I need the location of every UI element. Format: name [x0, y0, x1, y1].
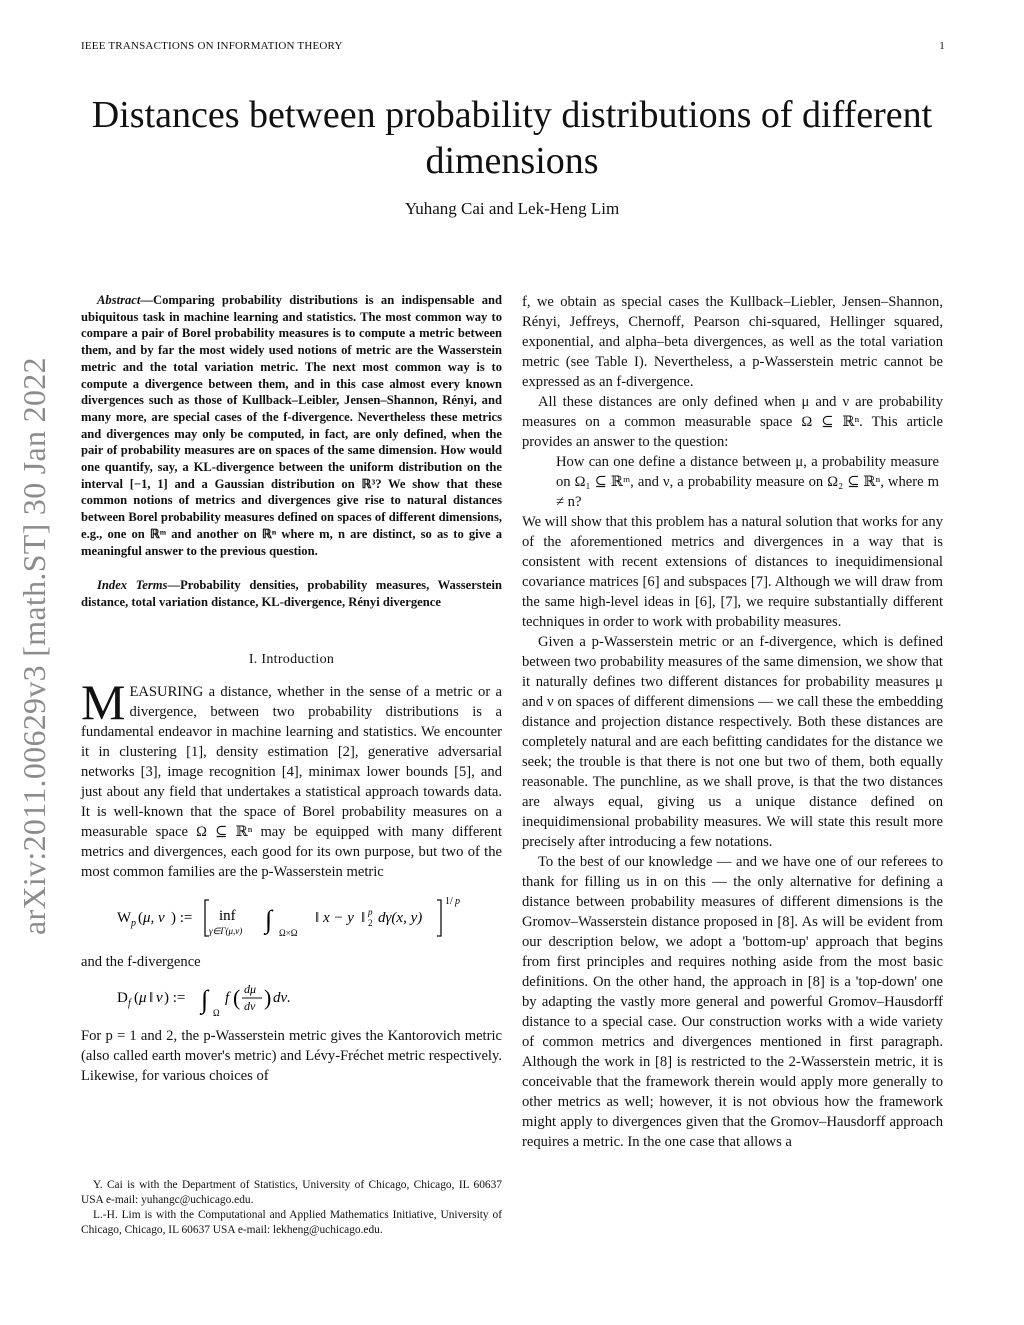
- section-heading: I. Introduction: [248, 651, 335, 667]
- svg-text:dμ: dμ: [244, 981, 257, 996]
- left-column: [81, 292, 502, 1086]
- right-column: [522, 292, 943, 1152]
- svg-text:ν: ν: [156, 989, 163, 1006]
- intro-paragraph-1-text: EASURING a distance, whether in the sense of a metric or a divergence, between two probability distributions is a fundamental endeavor in machine learning and statistics. We encounter it in clustering [1], density estimation [2], generative adversarial networks [3], image recognition [4], minimax lower bounds [5], and just about any field that undertakes a statistical approach towards data. It is well-known that the space of Borel probability measures on a measurable space Ω ⊆ ℝⁿ may be equipped with many different metrics and divergences, each good for its own purpose, but two of the most common families are the p-Wasserstein metric: [81, 683, 502, 880]
- research-question: How can one define a distance between μ, a probability measure on Ω₁ ⊆ ℝᵐ, and ν, a probability measure on Ω₂ ⊆ ℝⁿ, where m ≠ n?: [556, 454, 939, 510]
- paper-authors: Yuhang Cai and Lek-Heng Lim: [404, 199, 620, 218]
- svg-text:‖: ‖: [361, 909, 366, 926]
- right-paragraph-3: We will show that this problem has a natural solution that works for any of the aforementioned metrics and divergences in a way that is consistent with recent extensions of distances to inequidimensional covariance matrices [6] and subspaces [7]. Although we will draw from the same high-level ideas in [6], [7], we require substantially different techniques in order to work with probability measures.: [522, 514, 943, 630]
- svg-text:dν: dν: [244, 998, 256, 1013]
- right-paragraph-1: f, we obtain as special cases the Kullback–Liebler, Jensen–Shannon, Rényi, Jeffreys, Chernoff, Pearson chi-squared, Hellinger squared, exponential, and alpha–beta divergences, as well as the total variation metric (see Table I). Nevertheless, a p-Wasserstein metric cannot be expressed as an f-divergence.: [522, 294, 943, 390]
- svg-text:2: 2: [368, 917, 373, 928]
- svg-text:) :=: ) :=: [171, 909, 193, 926]
- footnote-lim: L.-H. Lim is with the Computational and Applied Mathematics Initiative, University of Chicago, Chicago, IL 60637 USA e-mail: lekheng@uchicago.edu.: [81, 1209, 502, 1236]
- svg-text:x − y: x − y: [323, 909, 354, 926]
- svg-text:inf: inf: [219, 907, 236, 924]
- journal-name: IEEE TRANSACTIONS ON INFORMATION THEORY: [81, 40, 343, 52]
- svg-text:(: (: [134, 989, 139, 1006]
- equation-f-divergence: [81, 978, 502, 1018]
- svg-text:‖: ‖: [149, 989, 154, 1006]
- svg-text:p: p: [131, 917, 136, 929]
- drop-cap: M: [81, 673, 126, 730]
- abstract-label: Abstract: [97, 293, 141, 307]
- svg-text:): ): [264, 984, 272, 1010]
- svg-text:1/: 1/: [445, 895, 453, 907]
- svg-text:∫: ∫: [265, 904, 273, 934]
- svg-text:(: (: [138, 909, 143, 926]
- page-number: 1: [939, 40, 945, 52]
- svg-text:μ: μ: [139, 989, 147, 1006]
- svg-text:∫: ∫: [201, 984, 209, 1014]
- equation-wasserstein: [81, 894, 502, 940]
- right-paragraph-5: To the best of our knowledge — and we have one of our referees to thank for filling us in on this — the only alternative for defining a distance between probability measures of different dimensions is the Gromov–Wasserstein distance proposed in [8]. As will be evident from our description below, we adopt a 'bottom-up' approach that begins from first principles and requires nothing aside from the most basic definitions. On the other hand, the approach in [8] is a 'top-down' one by adapting the vastly more general and powerful Gromov–Hausdorff distance to a special case. Our construction works with a wide variety of common metrics and divergences mentioned in first paragraph. Although the work in [8] is restricted to the 2-Wasserstein metric, it is conceivable that the framework therein would apply more generally to other metrics as well; however, it is not obvious how the framework might apply to divergences given that the Gromov–Hausdorff approach requires a metric. In the one case that allows a: [522, 854, 943, 1150]
- svg-text:f: f: [225, 989, 230, 1006]
- svg-text:‖: ‖: [315, 909, 320, 926]
- svg-text:(: (: [233, 984, 241, 1010]
- index-terms: [81, 577, 502, 610]
- footnote-cai: Y. Cai is with the Department of Statistics, University of Chicago, Chicago, IL 60637 USA e-mail: yuhangc@uchicago.edu.: [81, 1179, 502, 1206]
- footnotes: [81, 1178, 502, 1238]
- right-paragraph-4: Given a p-Wasserstein metric or an f-divergence, which is defined between two probability measures of the same dimension, we show that it naturally defines two different distances for probability measures μ and ν on spaces of different dimensions — we call these the embedding distance and projection distance respectively. Both these distances are completely natural and are each befitting candidates for the distance we seek; the trouble is that there is not one but two of them, both equally reasonable. The punchline, as we shall prove, is that the two distances are always equal, giving us a unique distance defined on inequidimensional probability measures. We will state this result more precisely after introducing a few notations.: [522, 634, 943, 850]
- svg-text:W: W: [117, 909, 132, 926]
- svg-text:p: p: [455, 895, 460, 907]
- svg-text:f: f: [128, 997, 131, 1009]
- svg-text:) :=: ) :=: [164, 989, 186, 1006]
- index-terms-text: —Probability densities, probability measures, Wasserstein distance, total variation distance, KL-divergence, Rényi divergence: [81, 578, 502, 609]
- right-paragraph-2: All these distances are only defined when μ and ν are probability measures on a common measurable space Ω ⊆ ℝⁿ. This article provides an answer to the question:: [522, 394, 943, 450]
- svg-text:dν.: dν.: [273, 989, 291, 1006]
- index-terms-label: Index Terms: [97, 578, 168, 593]
- equation-f-divergence-graphic: [81, 978, 502, 1018]
- arxiv-stamp: arXiv:2011.00629v3 [math.ST] 30 Jan 2022: [16, 357, 52, 935]
- abstract-text: —Comparing probability distributions is an indispensable and ubiquitous task in machine learning and statistics. The most common way to compare a pair of Borel probability measures is to compute a metric between them, and by far the most widely used notions of metric are the Wasserstein metric and the total variation metric. The next most common way is to compute a divergence between them, and in this case almost every known divergences such as those of Kullback–Leibler, Jensen–Shannon, Rényi, and many more, are special cases of the f-divergence. Nevertheless these metrics and divergences may only be computed, in fact, are only defined, when the pair of probability measures are on spaces of the same dimension. How would one quantify, say, a KL-divergence between the uniform distribution on the interval [−1, 1] and a Gaussian distribution on ℝ³? We show that these common notions of metrics and divergences give rise to natural distances between Borel probability measures defined on spaces of different dimensions, e.g., one on ℝᵐ and another on ℝⁿ where m, n are distinct, so as to give a meaningful answer to the previous question.: [81, 293, 502, 558]
- intro-paragraph-2: For p = 1 and 2, the p-Wasserstein metric gives the Kantorovich metric (also called earth mover's metric) and Lévy-Fréchet metric respectively. Likewise, for various choices of: [81, 1027, 502, 1084]
- svg-text:dγ(x, y): dγ(x, y): [378, 909, 423, 926]
- paper-title: Distances between probability distributions of different dimensions: [91, 94, 933, 182]
- svg-text:γ∈Γ(μ,ν): γ∈Γ(μ,ν): [209, 925, 243, 936]
- abstract: [81, 292, 502, 559]
- svg-text:μ, ν: μ, ν: [143, 909, 165, 926]
- svg-text:Ω: Ω: [213, 1007, 220, 1018]
- intro-paragraph-1: [81, 673, 502, 882]
- svg-text:p: p: [368, 906, 373, 917]
- svg-text:D: D: [117, 989, 128, 1006]
- equation-wasserstein-graphic: [81, 894, 502, 940]
- intro-connector: and the f-divergence: [81, 953, 201, 970]
- running-header: [81, 40, 945, 52]
- svg-text:Ω×Ω: Ω×Ω: [279, 927, 298, 938]
